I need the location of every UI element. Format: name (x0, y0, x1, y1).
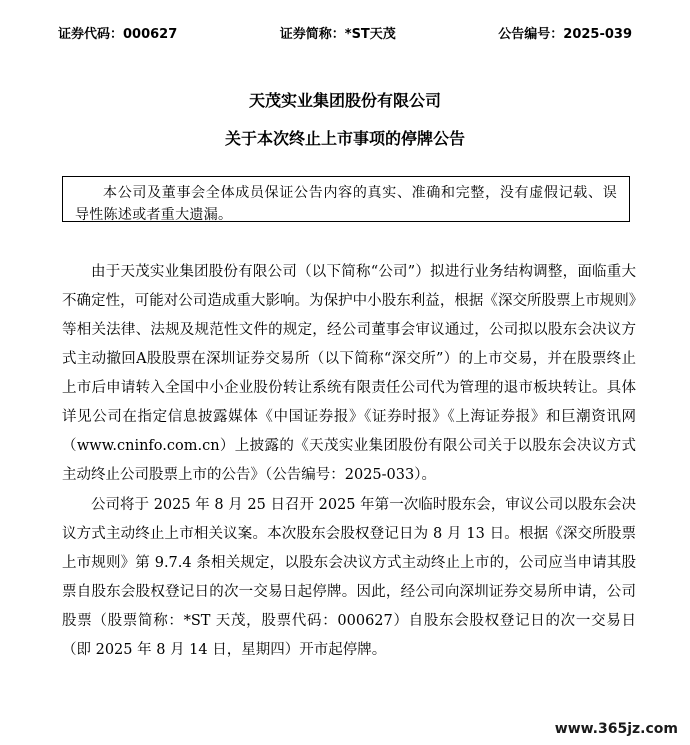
site-watermark: www.365jz.com (551, 719, 682, 739)
document-header (58, 23, 632, 42)
disclaimer-box: 本公司及董事会全体成员保证公告内容的真实、准确和完整，没有虚假记载、误导性陈述或者重大遗漏。 (62, 176, 630, 222)
announcement-body (62, 258, 636, 665)
announcement-number: 公告编号：2025-039 (498, 27, 632, 42)
security-code: 证券代码：000627 (58, 27, 178, 42)
company-title: 天茂实业集团股份有限公司 (248, 91, 441, 110)
body-paragraph-2: 公司将于 2025 年 8 月 25 日召开 2025 年第一次临时股东会，审议公司以股东会决议方式主动终止上市相关议案。本次股东会股权登记日为 8 月 13 日。根据《深交所股票上市规则》第 9.7.4 条相关规定，以股东会决议方式主动终止上市的，公司应当申请其股票自股东会股权登记日的次一交易日起停牌。因此，经公司向深圳证券交易所申请，公司股票（股票简称：*ST 天茂，股票代码：000627）自股东会股权登记日的次一交易日（即 2025 年 8 月 14 日，星期四）开市起停牌。 (62, 497, 636, 658)
announcement-title: 关于本次终止上市事项的停牌公告 (224, 129, 465, 148)
security-abbreviation: 证券简称：*ST天茂 (279, 27, 396, 42)
body-paragraph-1: 由于天茂实业集团股份有限公司（以下简称“公司”）拟进行业务结构调整，面临重大不确定性，可能对公司造成重大影响。为保护中小股东利益，根据《深交所股票上市规则》等相关法律、法规及规范性文件的规定，经公司董事会审议通过，公司拟以股东会决议方式主动撤回A股股票在深圳证券交易所（以下简称“深交所”）的上市交易，并在股票终止上市后申请转入全国中小企业股份转让系统有限责任公司代为管理的退市板块转让。具体详见公司在指定信息披露媒体《中国证券报》《证券时报》《上海证券报》和巨潮资讯网（www.cninfo.com.cn）上披露的《天茂实业集团股份有限公司关于以股东会决议方式主动终止公司股票上市的公告》（公告编号：2025-033）。 (62, 264, 636, 483)
